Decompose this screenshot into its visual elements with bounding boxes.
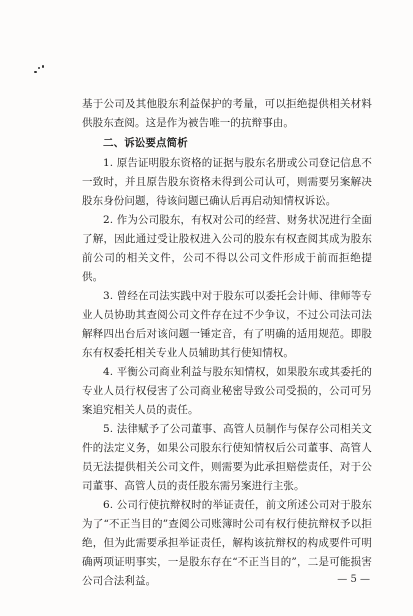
paragraph-point-3: 3. 曾经在司法实践中对于股东可以委托会计师、律师等专业人员协助其查阅公司文件存在过不少争议，不过公司法司法解释四出台后对该问题一锤定音，有了明确的适用规范。即股东有权委托相关专业人员辅助其行使知情权。 <box>82 290 372 359</box>
paragraph-point-1: 1. 原告证明股东资格的证据与股东名册或公司登记信息不一致时，并且原告股东资格未得到公司认可，则需要另案解决股东身份问题，待该问题已确认后再启动知情权诉讼。 <box>82 157 372 207</box>
paragraph-intro: 基于公司及其他股东利益保护的考量，可以拒绝提供相关材料供股东查阅。这是作为被告唯一的抗辩事由。 <box>82 98 372 129</box>
scan-mark-icon <box>34 65 46 75</box>
paragraph-point-5: 5. 法律赋予了公司董事、高管人员制作与保存公司相关文件的法定义务，如果公司股东行使知情权后公司董事、高管人员无法提供相关公司文件，则需要为此承担赔偿责任，对于公司董事、高管人员的责任股东需另案进行主张。 <box>82 423 372 492</box>
section-heading: 二、诉讼要点简析 <box>103 137 188 149</box>
paragraph-point-2: 2. 作为公司股东，有权对公司的经营、财务状况进行全面了解，因此通过受让股权进入公司的股东有权查阅其成为股东前公司的相关文件，公司不得以公司文件形成于前而拒绝提供。 <box>82 214 372 283</box>
document-body <box>82 95 372 591</box>
page-number: — 5 — <box>337 574 370 585</box>
paragraph-point-6: 6. 公司行使抗辩权时的举证责任，前文所述公司对于股东为了“不正当目的”查阅公司账簿时公司有权行使抗辩权予以拒绝，但为此需要承担举证责任，解构该抗辩权的构成要件可明确两项证明事实，一是股东存在“不正当目的”，二是可能损害公司合法利益。 <box>82 499 372 587</box>
paragraph-point-4: 4. 平衡公司商业利益与股东知情权，如果股东或其委托的专业人员行权侵害了公司商业秘密导致公司受损的，公司可另案追究相关人员的责任。 <box>82 366 372 416</box>
